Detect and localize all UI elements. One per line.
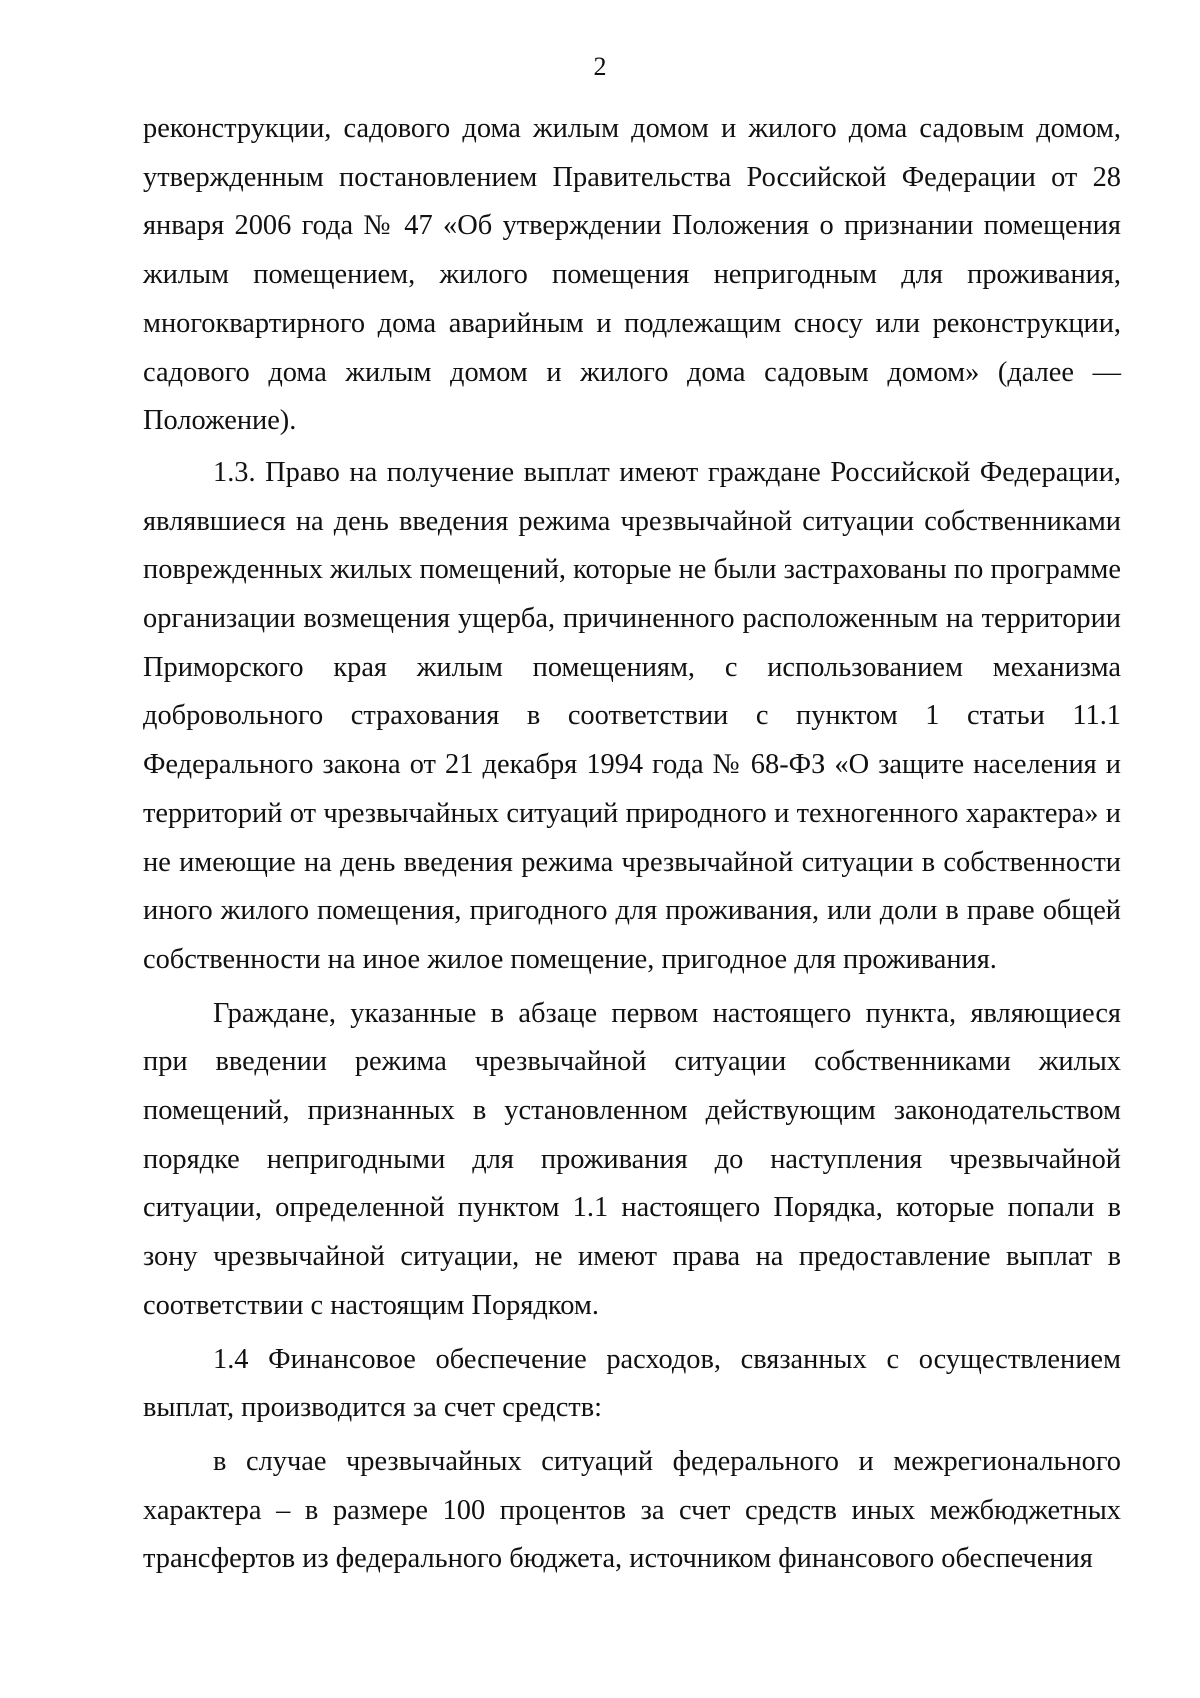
paragraph-1-3: 1.3. Право на получение выплат имеют граждане Российской Федерации, являвшиеся на день введения режима чрезвычайной ситуации собственниками поврежденных жилых помещений, которые не были застрахованы по программе организации возмещения ущерба, причиненного расположенным на территории Приморского края жилым помещениям, с использованием механизма добровольного страхования в соответствии с пунктом 1 статьи 11.1 Федерального закона от 21 декабря 1994 года № 68-ФЗ «О защите населения и территорий от чрезвычайных ситуаций природного и техногенного характера» и не имеющие на день введения режима чрезвычайной ситуации в собственности иного жилого помещения, пригодного для проживания, или доли в праве общей собственности на иное жилое помещение, пригодное для проживания. xyxy=(143,456,1121,975)
page-number: 2 xyxy=(593,52,607,81)
paragraph-federal-funding: в случае чрезвычайных ситуаций федерального и межрегионального характера – в размере 100 процентов за счет средств иных межбюджетных трансфертов из федерального бюджета, источником финансового обеспечения xyxy=(143,1445,1121,1575)
paragraph-1-4: 1.4 Финансовое обеспечение расходов, связанных с осуществлением выплат, производится за счет средств: xyxy=(143,1343,1121,1424)
document-body xyxy=(143,105,1121,1584)
paragraph-citizens-exclusion: Граждане, указанные в абзаце первом настоящего пункта, являющиеся при введении режима чрезвычайной ситуации собственниками жилых помещений, признанных в установленном действующим законодательством порядке непригодными для проживания до наступления чрезвычайной ситуации, определенной пунктом 1.1 настоящего Порядка, которые попали в зону чрезвычайной ситуации, не имеют права на предоставление выплат в соответствии с настоящим Порядком. xyxy=(143,997,1121,1321)
paragraph-continuation: реконструкции, садового дома жилым домом и жилого дома садовым домом, утвержденным постановлением Правительства Российской Федерации от 28 января 2006 года № 47 «Об утверждении Положения о признании помещения жилым помещением, жилого помещения непригодным для проживания, многоквартирного дома аварийным и подлежащим сносу или реконструкции, садового дома жилым домом и жилого дома садовым домом» (далее — Положение). xyxy=(143,113,1121,437)
